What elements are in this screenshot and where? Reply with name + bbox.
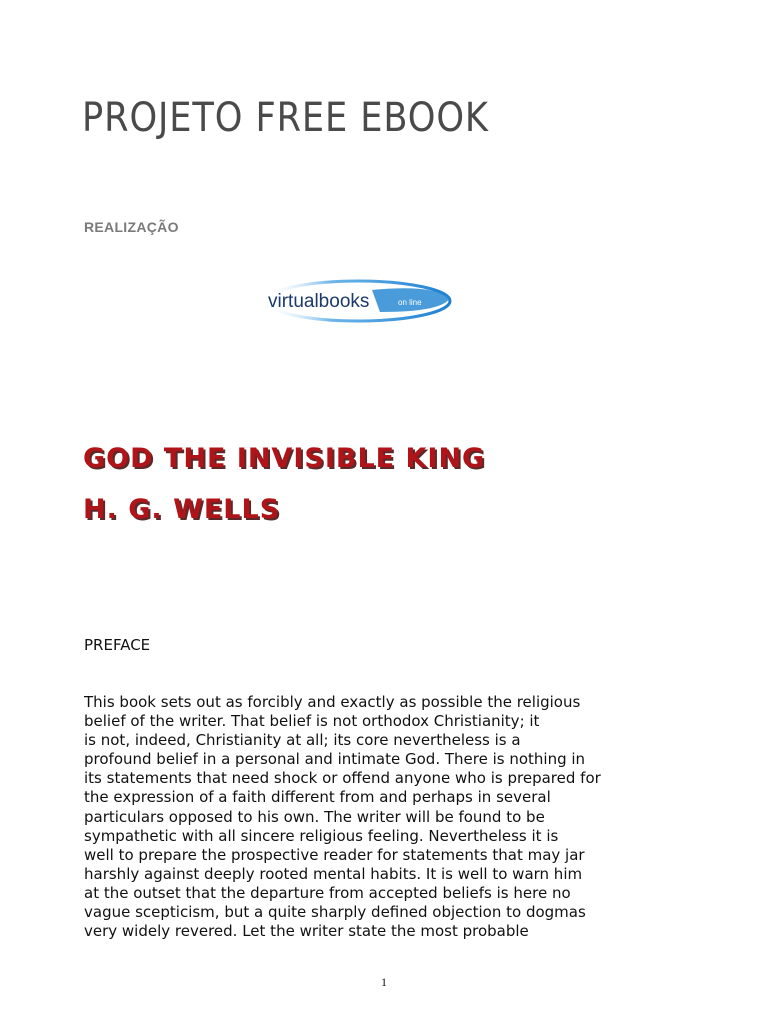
preface-line: sympathetic with all sincere religious feeling. Nevertheless it is	[84, 826, 559, 845]
project-title: PROJETO FREE EBOOK	[82, 95, 489, 141]
preface-line: the expression of a faith different from and perhaps in several	[84, 788, 551, 807]
preface-line: harshly against deeply rooted mental habits. It is well to warn him	[84, 864, 583, 883]
preface-body	[84, 693, 644, 941]
preface-line: at the outset that the departure from accepted beliefs is here no	[84, 883, 571, 902]
preface-line: profound belief in a personal and intimate God. There is nothing in	[84, 750, 586, 769]
logo-tagline: on line	[398, 298, 422, 307]
virtualbooks-logo	[262, 278, 454, 324]
preface-line: particulars opposed to his own. The writer will be found to be	[84, 807, 545, 826]
book-title: GOD THE INVISIBLE KING	[83, 443, 486, 474]
preface-line: its statements that need shock or offend anyone who is prepared for	[84, 769, 601, 788]
logo-wordmark: virtualbooks	[268, 291, 370, 312]
realizacao-label: REALIZAÇÃO	[84, 219, 179, 235]
preface-heading: PREFACE	[84, 636, 151, 654]
preface-line: well to prepare the prospective reader for statements that may jar	[84, 845, 585, 864]
page-number: 1	[381, 975, 387, 989]
preface-line: This book sets out as forcibly and exactly as possible the religious	[84, 693, 581, 711]
preface-line: belief of the writer. That belief is not orthodox Christianity; it	[84, 712, 540, 731]
preface-line: very widely revered. Let the writer state the most probable	[84, 922, 529, 941]
book-author: H. G. WELLS	[83, 494, 281, 525]
preface-line: vague scepticism, but a quite sharply defined objection to dogmas	[84, 903, 586, 922]
preface-line: is not, indeed, Christianity at all; its core nevertheless is a	[84, 731, 521, 750]
